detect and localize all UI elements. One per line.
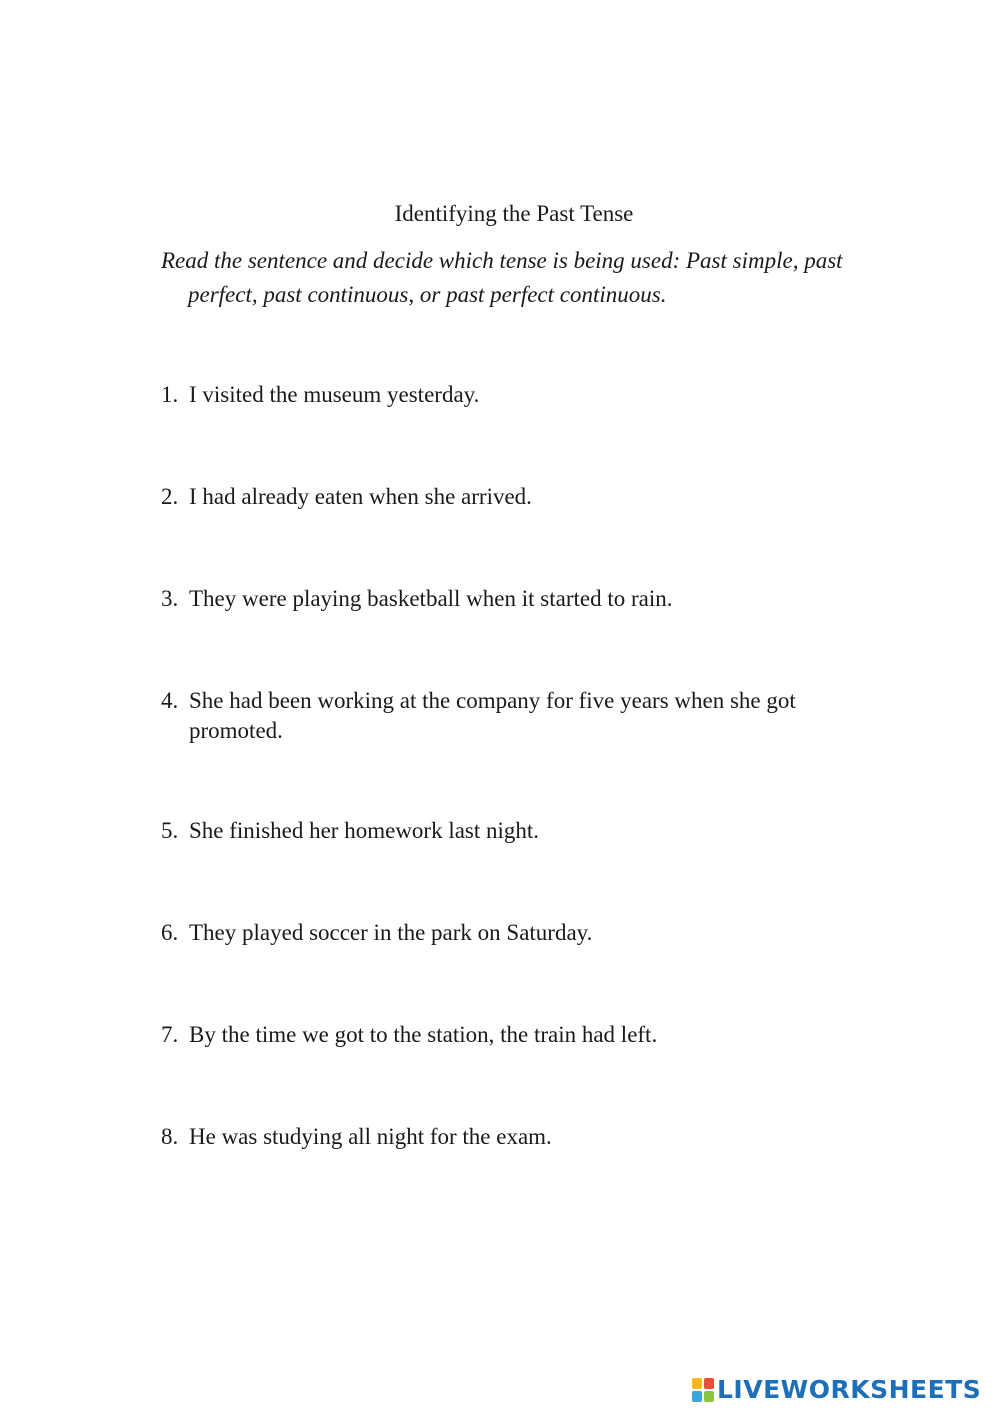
liveworksheets-wordmark: LIVEWORKSHEETS [717,1375,982,1404]
question-item [161,686,881,746]
question-number: 1. [161,382,179,407]
question-text: They played soccer in the park on Saturday. [189,920,593,945]
question-text: She finished her homework last night. [189,818,540,843]
question-item [161,918,881,948]
question-item [161,380,881,410]
question-number: 5. [161,818,179,843]
question-item [161,816,881,846]
question-text: I had already eaten when she arrived. [189,484,532,509]
question-item [161,584,881,614]
question-number: 4. [161,688,179,713]
question-item [161,1122,881,1152]
question-text: By the time we got to the station, the train had left. [189,1022,658,1047]
question-number: 8. [161,1124,179,1149]
question-text: They were playing basketball when it started to rain. [189,586,673,611]
question-number: 6. [161,920,179,945]
question-item [161,482,881,512]
question-item [161,1020,881,1050]
question-number: 2. [161,484,179,509]
question-number: 3. [161,586,179,611]
liveworksheets-logo[interactable] [692,1375,981,1405]
liveworksheets-logo-icon [692,1378,714,1402]
question-number: 7. [161,1022,179,1047]
question-text: I visited the museum yesterday. [189,382,480,407]
question-text: He was studying all night for the exam. [189,1124,552,1149]
question-text: She had been working at the company for five years when she got promoted. [189,688,796,743]
worksheet-instructions: Read the sentence and decide which tense is being used: Past simple, past perfect, past continuous, or past perfect continuous. [161,248,843,307]
worksheet-title: Identifying the Past Tense [394,201,634,226]
